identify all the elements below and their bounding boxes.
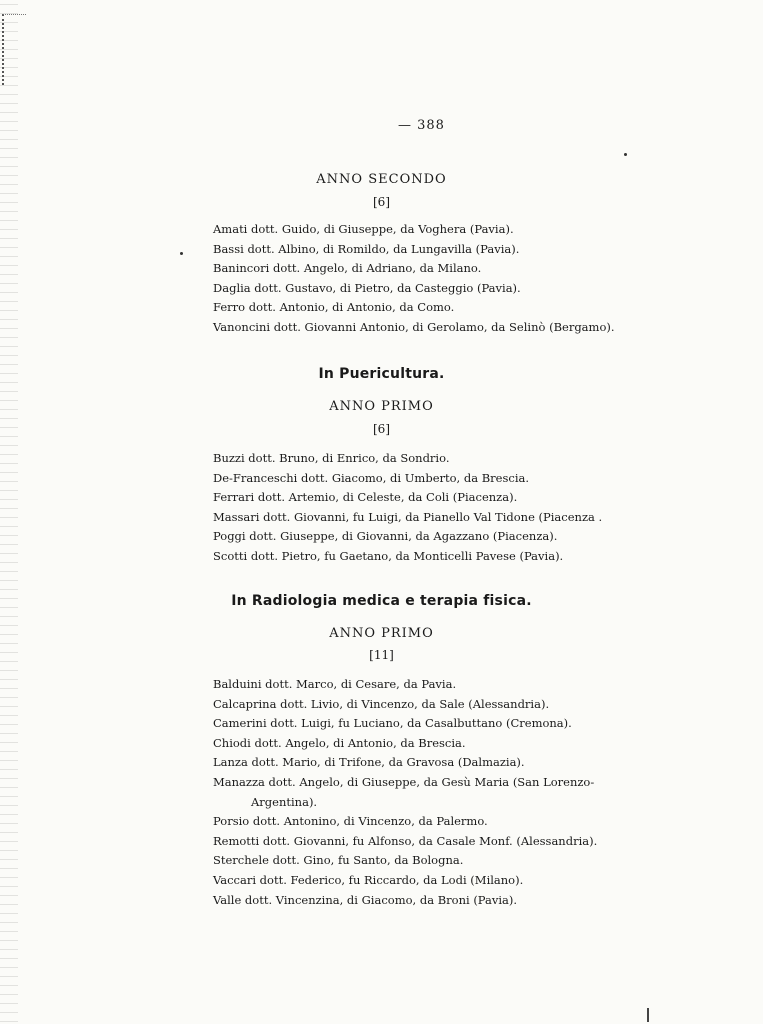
scan-left-edge	[0, 0, 18, 1024]
section-count: [6]	[373, 422, 390, 436]
entry-list	[213, 220, 653, 338]
list-item: Poggi dott. Giuseppe, di Giovanni, da Agazzano (Piacenza).	[213, 529, 558, 544]
list-item: Valle dott. Vincenzina, di Giacomo, da Broni (Pavia).	[213, 892, 518, 907]
list-item: Sterchele dott. Gino, fu Santo, da Bologna.	[213, 853, 464, 868]
scan-speck	[180, 252, 183, 255]
list-item: Bassi dott. Albino, di Romildo, da Lungavilla (Pavia).	[213, 241, 520, 256]
section-year: ANNO PRIMO	[329, 626, 434, 641]
list-item: De-Franceschi dott. Giacomo, di Umberto, da Brescia.	[213, 470, 530, 485]
section-year: ANNO SECONDO	[316, 172, 447, 187]
list-item: Scotti dott. Pietro, fu Gaetano, da Monticelli Pavese (Pavia).	[213, 548, 564, 563]
list-item: Massari dott. Giovanni, fu Luigi, da Pianello Val Tidone (Piacenza .	[213, 509, 603, 524]
list-item: Remotti dott. Giovanni, fu Alfonso, da Casale Monf. (Alessandria).	[213, 833, 598, 848]
section-count: [6]	[373, 195, 390, 209]
list-item	[213, 773, 653, 812]
list-item-continuation: Argentina).	[251, 794, 318, 809]
list-item: Porsio dott. Antonino, di Vincenzo, da Palermo.	[213, 814, 488, 829]
list-item: Camerini dott. Luigi, fu Luciano, da Casalbuttano (Cremona).	[213, 716, 572, 731]
list-item: Lanza dott. Mario, di Trifone, da Gravosa (Dalmazia).	[213, 755, 525, 770]
list-item: Vanoncini dott. Giovanni Antonio, di Gerolamo, da Selinò (Bergamo).	[213, 319, 615, 334]
list-item: Ferrari dott. Artemio, di Celeste, da Coli (Piacenza).	[213, 490, 518, 505]
section-heading: In Radiologia medica e terapia fisica.	[231, 593, 532, 609]
page-number: — 388	[398, 118, 445, 133]
list-item: Banincori dott. Angelo, di Adriano, da Milano.	[213, 261, 482, 276]
scan-artifact	[647, 1008, 649, 1022]
list-item: Buzzi dott. Bruno, di Enrico, da Sondrio.	[213, 451, 450, 465]
list-item-text: Manazza dott. Angelo, di Giuseppe, da Gesù Maria (San Lorenzo-	[213, 774, 595, 789]
scan-speck	[624, 153, 627, 156]
list-item: Calcaprina dott. Livio, di Vincenzo, da Sale (Alessandria).	[213, 696, 550, 711]
list-item: Ferro dott. Antonio, di Antonio, da Como.	[213, 300, 455, 315]
scan-artifact	[2, 14, 26, 85]
section-count: [11]	[369, 648, 394, 662]
entry-list	[213, 675, 653, 910]
list-item: Vaccari dott. Federico, fu Riccardo, da Lodi (Milano).	[213, 872, 524, 887]
list-item: Balduini dott. Marco, di Cesare, da Pavia.	[213, 677, 457, 691]
list-item: Amati dott. Guido, di Giuseppe, da Voghera (Pavia).	[213, 222, 514, 236]
entry-list	[213, 449, 653, 567]
list-item: Daglia dott. Gustavo, di Pietro, da Casteggio (Pavia).	[213, 280, 521, 295]
section-year: ANNO PRIMO	[329, 399, 434, 414]
list-item: Chiodi dott. Angelo, di Antonio, da Brescia.	[213, 735, 466, 750]
section-heading: In Puericultura.	[318, 366, 445, 382]
